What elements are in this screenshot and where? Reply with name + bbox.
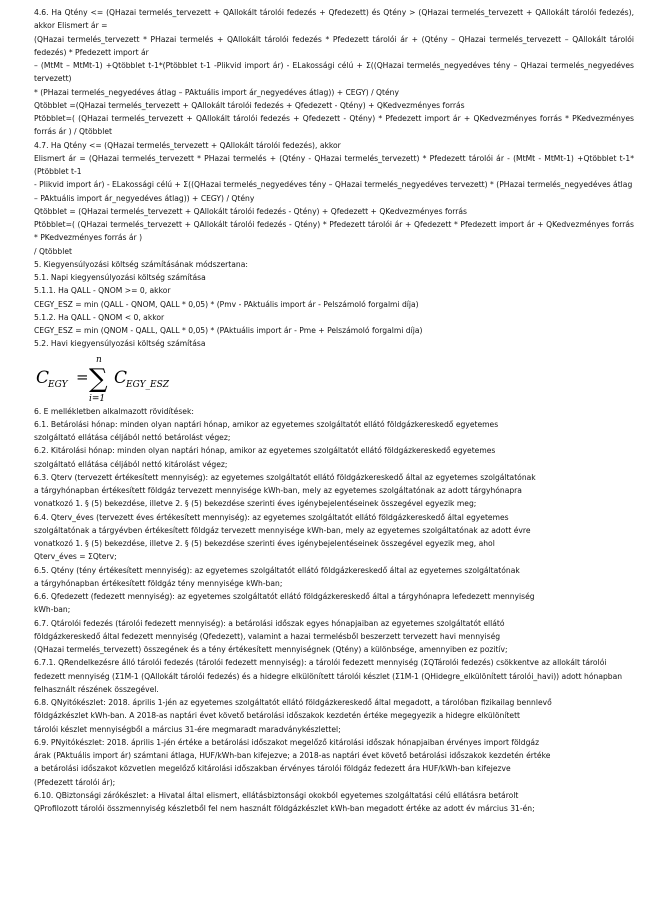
section-4-5-text bbox=[34, 6, 634, 351]
text-line: a tárgyhónapban értékesített földgáz tény mennyisége kWh-ban; bbox=[34, 578, 283, 588]
sum-formula-graphic bbox=[34, 351, 194, 403]
text-line: Qterv_éves = ΣQterv; bbox=[34, 552, 117, 562]
text-line: Qtöbblet =(QHazai termelés_tervezett + QAllokált tárolói fedezés + Qfedezett - Qtény) + QKedvezményes forrás bbox=[34, 100, 465, 110]
text-line: 6.1. Betárolási hónap: minden olyan naptári hónap, amikor az egyetemes szolgáltatót ellátó földgázkereskedő egyetemes bbox=[34, 419, 499, 429]
formula-sum-bottom: i=1 bbox=[89, 393, 106, 403]
text-line: 6.8. QNyitókészlet: 2018. április 1-jén az egyetemes szolgáltatót ellátó földgázkereskedő által megadott, a tárolóban fizikailag bennlevő bbox=[34, 698, 552, 707]
text-line: szolgáltató ellátása céljából nettó betárolást végez; bbox=[34, 433, 231, 442]
text-line: 6.9. PNyitókészlet: 2018. április 1-jén értéke a betárolási időszakot megelőző kitárolási időszak hónapjaiban érvényes import földgáz bbox=[34, 737, 540, 747]
text-line: a tárgyhónapban értékesített földgáz tervezett mennyisége kWh-ban, mely az egyetemes szolgáltatónak az adott tárgyhónapra bbox=[34, 486, 522, 495]
section-heading: 6. E mellékletben alkalmazott rövidítések: bbox=[34, 406, 194, 416]
text-line: 6.7.1. QRendelkezésre álló tárolói fedezés (tárolói fedezett mennyiség): a tárolói fedezett mennyiség (ΣQTárolói fedezés) csökkentve az allokált tárolói bbox=[34, 658, 607, 668]
text-line: 6.6. Qfedezett (fedezett mennyiség): az egyetemes szolgáltatót ellátó földgázkereskedő által a tárgyhónapra lefedezett mennyiség bbox=[34, 592, 535, 601]
text-line: szolgáltató ellátása céljából nettó kitárolást végez; bbox=[34, 459, 228, 469]
text-line: – PAktuális import ár_negyedéves átlag)) + CEGY) / Qtény bbox=[34, 193, 255, 203]
text-line: 4.6. Ha Qtény <= (QHazai termelés_tervezett + QAllokált tárolói fedezés + Qfedezett) és Qtény > (QHazai termelés_tervezett + QAllokált tárolói fedezés), akkor Elismert ár = bbox=[34, 8, 634, 31]
text-line: CEGY_ESZ = min (QNOM - QALL, QALL * 0,05) * (PAktuális import ár - Pme + Pelszámoló forgalmi díja) bbox=[34, 326, 423, 335]
formula-lhs: C bbox=[36, 367, 50, 388]
text-line: fedezett mennyiség (Σ1M-1 (QAllokált tárolói fedezés) és a hidegre elkülönített tárolói készlet (Σ1M-1 (QHidegre_elkülönített tárolói_havi)) adott hónapban bbox=[34, 671, 623, 681]
section-heading: 5. Kiegyensúlyozási költség számításának módszertana: bbox=[34, 259, 248, 269]
text-line: 6.10. QBiztonsági zárókészlet: a Hivatal által elismert, ellátásbiztonsági okokból egyetemes szolgáltatási célú ellátásra betárolt bbox=[34, 790, 519, 800]
svg-text:=: = bbox=[76, 367, 89, 386]
formula-sum-top: n bbox=[96, 354, 102, 365]
text-line: Elismert ár = (QHazai termelés_tervezett * PHazai termelés + (Qtény - QHazai termelés_tervezett) * Pfedezett tárolói ár - (MtMt - MtMt-1) +Qtöbblet t-1* (Ptöbblet t-1 bbox=[34, 153, 634, 176]
text-line: 6.4. Qterv_éves (tervezett éves értékesített mennyiség): az egyetemes szolgáltatót ellátó földgázkereskedő által egyetemes bbox=[34, 512, 509, 522]
text-line: 5.1.1. Ha QALL - QNOM >= 0, akkor bbox=[34, 286, 171, 296]
text-line: vonatkozó 1. § (5) bekezdése, illetve 2. § (5) bekezdése szerinti éves igénybejelentéseinek összegével egyezik meg; bbox=[34, 499, 477, 509]
sum-formula bbox=[34, 351, 634, 403]
text-line: 6.5. Qtény (tény értékesített mennyiség): az egyetemes szolgáltatót ellátó földgázkereskedő által az egyetemes szolgáltatónak bbox=[34, 565, 520, 575]
text-line: / Qtöbblet bbox=[34, 246, 72, 256]
text-line: – (MtMt – MtMt-1) +Qtöbblet t-1*(Ptöbblet t-1 -Plikvid import ár) - ELakossági célú + Σ((QHazai termelés_negyedéves tény – QHazai termelés_negyedéves tervezett) bbox=[34, 61, 634, 84]
text-line: (Pfedezett tárolói ár); bbox=[34, 777, 116, 787]
document-page bbox=[34, 6, 634, 815]
formula-rhs-sub: EGY_ESZ bbox=[126, 379, 170, 390]
text-line: vonatkozó 1. § (5) bekezdése, illetve 2. § (5) bekezdése szerinti éves igénybejelentéseinek összegével egyezik meg, ahol bbox=[34, 539, 495, 548]
formula-rhs: C bbox=[114, 367, 128, 388]
text-line: 5.1. Napi kiegyensúlyozási költség számítása bbox=[34, 273, 206, 282]
text-line: a betárolási időszakot közvetlen megelőző kitárolási időszakban érvényes tárolói földgáz fedezett ára HUF/kWh-ban kifejezve bbox=[34, 764, 511, 774]
text-line: Qtöbblet = (QHazai termelés_tervezett + QAllokált tárolói fedezés - Qtény) + Qfedezett + QKedvezményes forrás bbox=[34, 206, 468, 216]
text-line: (QHazai termelés_tervezett * PHazai termelés + QAllokált tárolói fedezés * Pfedezett tárolói ár + (Qtény – QHazai termelés_tervezett – QAllokált tárolói fedezés) * Pfedezett import ár bbox=[34, 34, 634, 57]
text-line: Ptöbblet=( (QHazai termelés_tervezett + QAllokált tárolói fedezés + Qfedezett - Qtény) * Pfedezett import ár + QKedvezményes forrás * PKedvezményes forrás ár ) / Qtöbblet bbox=[34, 114, 634, 137]
text-line: Ptöbblet=( (QHazai termelés_tervezett + QAllokált tárolói fedezés - Qtény) * Pfedezett tárolói ár + Qfedezett * Pfedezett import ár + QKedvezményes forrás * PKedvezményes forrás ár ) bbox=[34, 220, 634, 243]
text-line: CEGY_ESZ = min (QALL - QNOM, QALL * 0,05) * (Pmv - PAktuális import ár - Pelszámoló forgalmi díja) bbox=[34, 299, 419, 309]
svg-text:∑: ∑ bbox=[89, 363, 108, 394]
text-line: - Plikvid import ár) - ELakossági célú + Σ((QHazai termelés_negyedéves tény – QHazai termelés_negyedéves tervezett) * (PHazai termelés_negyedéves átlag bbox=[34, 180, 633, 190]
text-line: felhasznált részének összegével. bbox=[34, 684, 159, 694]
text-line: QProfilozott tárolói összmennyiség készletből fel nem használt földgázkészlet kWh-ban megadott értéke az adott év március 31-én; bbox=[34, 804, 535, 813]
text-line: 6.7. Qtárolói fedezés (tárolói fedezett mennyiség): a betárolási időszak egyes hónapjaiban az egyetemes szolgáltatót ellátó bbox=[34, 618, 505, 628]
text-line: 5.1.2. Ha QALL - QNOM < 0, akkor bbox=[34, 312, 165, 322]
text-line: 6.3. Qterv (tervezett értékesített mennyiség): az egyetemes szolgáltatót ellátó földgázkereskedő által az egyetemes szolgáltatónak bbox=[34, 472, 536, 482]
text-line: kWh-ban; bbox=[34, 605, 71, 615]
text-line: árak (PAktuális import ár) számtani átlaga, HUF/kWh-ban kifejezve; a 2018-as naptári évet követő betárolási időszakok kezdetén értéke bbox=[34, 751, 551, 760]
section-6-text bbox=[34, 405, 634, 816]
text-line: * (PHazai termelés_negyedéves átlag – PAktuális import ár_negyedéves átlag)) + CEGY) / Qtény bbox=[34, 87, 399, 97]
formula-lhs-sub: EGY bbox=[48, 379, 68, 390]
text-line: 4.7. Ha Qtény <= (QHazai termelés_tervezett + QAllokált tárolói fedezés), akkor bbox=[34, 140, 341, 150]
text-line: földgázkereskedő által fedezett mennyiség (Qfedezett), valamint a hazai termelésből beszerzett tervezett havi mennyiség bbox=[34, 631, 501, 641]
text-line: (QHazai termelés_tervezett) összegének és a tény értékesített mennyiségnek (Qtény) a különbsége, amennyiben ez pozitív; bbox=[34, 645, 508, 654]
text-line: szolgáltatónak a tárgyévben értékesített földgáz tervezett mennyisége kWh-ban, mely az egyetemes szolgáltatónak az adott évre bbox=[34, 525, 531, 535]
text-line: földgázkészlet kWh-ban. A 2018-as naptári évet követő betárolási időszakok kezdetén értéke megegyezik a hidegre elkülönített bbox=[34, 711, 521, 721]
text-line: 6.2. Kitárolási hónap: minden olyan naptári hónap, amikor az egyetemes szolgáltatót ellátó földgázkereskedő egyetemes bbox=[34, 446, 496, 456]
text-line: 5.2. Havi kiegyensúlyozási költség számítása bbox=[34, 339, 206, 349]
text-line: tárolói készlet mennyiségből a március 31-ére megmaradt maradványkészlettel; bbox=[34, 724, 341, 734]
